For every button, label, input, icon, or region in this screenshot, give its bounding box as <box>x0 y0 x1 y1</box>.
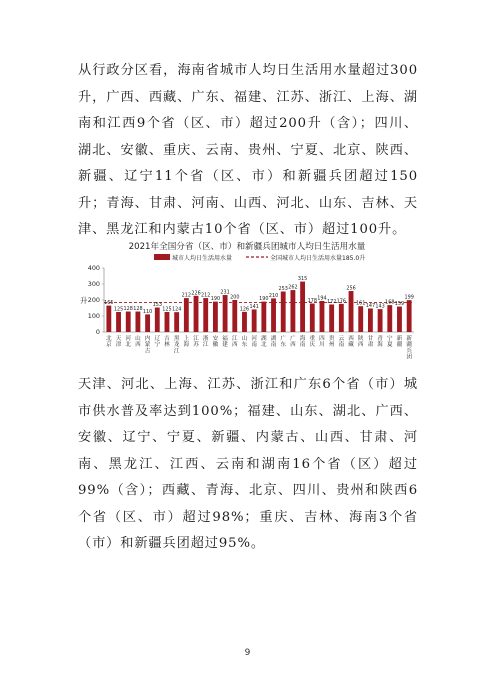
x-tick-label: 浙江 <box>202 336 209 349</box>
bar <box>339 304 344 332</box>
data-label: 172 <box>326 298 337 305</box>
x-tick-label: 云南 <box>338 336 345 349</box>
bar <box>242 312 247 332</box>
chart-legend <box>154 254 365 262</box>
bar <box>378 309 383 332</box>
bar <box>329 304 334 332</box>
x-tick-label: 河南 <box>251 336 257 349</box>
paragraph-coverage-rate: 天津、河北、上海、江苏、浙江和广东6个省（市）城市供水普及率达到100%；福建、山东、湖北、广西、安徽、辽宁、宁夏、新疆、内蒙古、山西、甘肃、河南、黑龙江、江西、云南和湖南16个省（区）超过99%（含）；西藏、青海、北京、四川、贵州和陕西6个省（区、市）超过98%；重庆、吉林、海南3个省（市）和新疆兵团超过95%。 <box>78 377 418 551</box>
bar <box>126 312 131 332</box>
x-tick-label: 江苏 <box>193 336 199 349</box>
bar <box>213 302 218 332</box>
paragraph-water-use: 从行政分区看，海南省城市人均日生活用水量超过300升，广西、西藏、广东、福建、江苏、浙江、上海、湖南和江西9个省（区、市）超过200升（含）；四川、湖北、安徽、重庆、云南、贵州、宁夏、北京、陕西、新疆、辽宁11个省（区、市）和新疆兵团超过150升；青海、甘肃、河南、山西、河北、山东、吉林、天津、黑龙江和内蒙古10个省（区、市）超过100升。 <box>78 63 418 237</box>
bar <box>387 305 392 332</box>
data-label: 126 <box>239 306 250 313</box>
chart-svg <box>74 238 420 372</box>
bar <box>290 290 295 332</box>
x-tick-label: 重庆 <box>309 336 316 349</box>
bar <box>145 314 150 332</box>
bar <box>397 307 402 332</box>
x-tick-label: 黑龙江 <box>173 336 180 355</box>
data-label: 176 <box>336 298 347 305</box>
page-number: 9 <box>244 648 251 658</box>
data-label: 256 <box>346 285 356 292</box>
legend-bar-swatch <box>154 254 170 260</box>
y-tick-label: 0 <box>95 328 100 337</box>
y-tick-label: 400 <box>87 264 100 273</box>
bar <box>232 300 237 332</box>
chart-title: 2021年全国分省（区、市）和新疆兵团城市人均日生活用水量 <box>128 242 366 252</box>
data-label: 190 <box>259 296 269 303</box>
bar <box>310 304 315 332</box>
bar <box>300 282 305 332</box>
data-label: 147 <box>365 302 376 309</box>
data-label: 141 <box>249 303 259 310</box>
data-label: 124 <box>171 306 182 313</box>
bar <box>165 312 170 332</box>
data-label: 110 <box>142 308 153 315</box>
x-tick-label: 吉林 <box>164 336 170 349</box>
x-tick-label: 山东 <box>241 336 248 349</box>
data-label: 212 <box>201 292 211 299</box>
data-label: 168 <box>385 299 395 306</box>
data-label: 125 <box>162 306 172 313</box>
x-tick-label: 山西 <box>135 336 141 349</box>
data-label: 143 <box>375 303 385 310</box>
bar <box>252 309 257 332</box>
data-label: 226 <box>191 290 201 297</box>
data-label: 210 <box>268 292 279 299</box>
data-label: 194 <box>317 295 327 302</box>
data-label: 128 <box>123 306 133 313</box>
bar <box>281 292 286 332</box>
x-tick-label: 福建 <box>222 336 228 349</box>
data-label: 159 <box>394 301 405 308</box>
x-tick-label: 甘肃 <box>367 336 374 349</box>
bar <box>368 308 373 332</box>
x-tick-label: 青海 <box>377 336 383 349</box>
bar <box>155 308 160 332</box>
data-label: 199 <box>404 294 414 301</box>
data-label: 128 <box>133 306 143 313</box>
data-label: 161 <box>356 300 366 307</box>
data-label: 212 <box>181 292 192 299</box>
x-tick-label: 上海 <box>183 336 190 349</box>
x-tick-label: 贵州 <box>328 336 335 349</box>
x-tick-label: 北京 <box>106 336 112 349</box>
x-tick-label: 广西 <box>290 336 296 349</box>
data-label: 125 <box>113 306 124 313</box>
x-tick-label: 海南 <box>299 336 306 349</box>
bar <box>349 291 354 332</box>
bar <box>174 312 179 332</box>
x-tick-label: 辽宁 <box>154 336 161 349</box>
data-label: 253 <box>278 286 288 293</box>
x-tick-label: 江西 <box>231 336 238 349</box>
water-use-chart <box>74 238 420 372</box>
y-axis-label: 升 <box>80 296 88 305</box>
bar <box>194 296 199 332</box>
bar <box>184 298 189 332</box>
x-tick-label: 西藏 <box>348 336 354 349</box>
legend-bar-label: 城市人均日生活用水量 <box>172 255 233 262</box>
data-label: 153 <box>152 302 162 309</box>
bar <box>407 300 412 332</box>
data-label: 190 <box>210 296 221 303</box>
data-label: 178 <box>307 298 317 305</box>
x-tick-label: 广东 <box>280 336 287 349</box>
bar <box>203 298 208 332</box>
data-label: 200 <box>230 294 240 301</box>
x-tick-label: 湖北 <box>261 336 267 349</box>
data-label: 315 <box>297 276 308 283</box>
x-tick-label: 安徽 <box>212 336 219 349</box>
legend-line-label: 全国城市人均日生活用水量185.0升 <box>270 255 366 262</box>
data-label: 165 <box>104 300 114 307</box>
data-label: 262 <box>288 284 298 291</box>
x-tick-label: 内蒙古 <box>144 336 151 355</box>
x-tick-label: 新疆 <box>396 336 403 349</box>
x-tick-label: 新疆兵团 <box>406 336 412 361</box>
data-label: 231 <box>220 289 230 296</box>
x-tick-label: 河北 <box>125 336 132 349</box>
bar <box>223 295 228 332</box>
bar <box>261 302 266 332</box>
x-tick-label: 陕西 <box>357 336 364 349</box>
bar <box>271 298 276 332</box>
x-tick-label: 天津 <box>115 336 122 349</box>
x-tick-label: 四川 <box>319 336 325 349</box>
x-tick-label: 宁夏 <box>386 336 393 349</box>
bar <box>135 312 140 332</box>
bar <box>106 306 111 332</box>
y-tick-label: 300 <box>87 280 100 289</box>
x-tick-label: 湖南 <box>270 336 277 349</box>
y-tick-label: 200 <box>87 296 100 305</box>
bar <box>320 301 325 332</box>
bar <box>358 306 363 332</box>
y-tick-label: 100 <box>87 312 100 321</box>
bar <box>116 312 121 332</box>
